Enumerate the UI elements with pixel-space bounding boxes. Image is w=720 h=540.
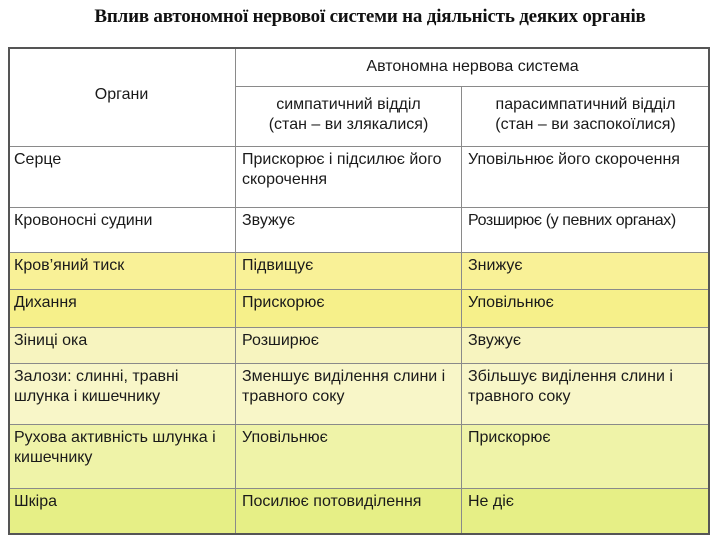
table-row-parasympathetic: Не діє [462,489,710,535]
table-row-organ: Залози: слинні, травні шлунка і кишечнику [8,364,236,425]
header-organs-label: Органи [94,86,149,103]
table-row-parasympathetic: Розширює (у певних органах) [462,208,710,253]
table-row-sympathetic: Розширює [236,328,462,364]
table-row-sympathetic: Зменшує виділення слини і травного соку [236,364,462,425]
table-row-sympathetic: Звужує [236,208,462,253]
header-ans-label: Автономна нервова система [366,58,579,75]
table-row-parasympathetic: Звужує [462,328,710,364]
autonomic-effects-table [8,47,710,535]
table-row-parasympathetic: Уповільнює [462,290,710,328]
header-parasympathetic-line1: парасимпатичний відділ [495,96,676,113]
table-row-sympathetic: Посилює потовиділення [236,489,462,535]
header-parasympathetic-line2: (стан – ви заспокоїлися) [495,116,676,133]
table-row-sympathetic: Прискорює [236,290,462,328]
table-row-organ: Серце [8,147,236,208]
table-row-organ: Шкіра [8,489,236,535]
table-row-parasympathetic: Збільшує виділення слини і травного соку [462,364,710,425]
header-organs [8,47,236,147]
header-parasympathetic [462,87,710,147]
header-sympathetic-line1: симпатичний відділ [276,96,421,113]
table-row-sympathetic: Уповільнює [236,425,462,489]
table-row-parasympathetic: Прискорює [462,425,710,489]
header-sympathetic-line2: (стан – ви злякалися) [268,116,429,133]
table-row-sympathetic: Підвищує [236,253,462,290]
table-row-organ: Кров’яний тиск [8,253,236,290]
page-title: Вплив автономної нервової системи на діяльність деяких органів [94,6,646,27]
table-row-organ: Зіниці ока [8,328,236,364]
table-row-parasympathetic: Знижує [462,253,710,290]
table-row-organ: Дихання [8,290,236,328]
table-row-organ: Кровоносні судини [8,208,236,253]
table-row-organ: Рухова активність шлунка і кишечнику [8,425,236,489]
header-sympathetic [236,87,462,147]
table-row-parasympathetic: Уповільнює його скорочення [462,147,710,208]
header-ans [236,47,710,87]
table-row-sympathetic: Прискорює і підсилює його скорочення [236,147,462,208]
